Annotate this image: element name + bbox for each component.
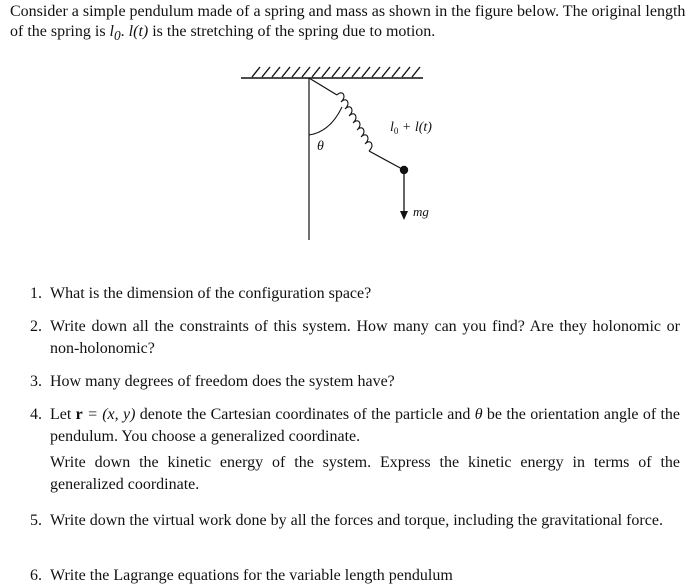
question-text: Write the Lagrange equations for the variable length pendulum (50, 567, 453, 584)
pendulum-mass (400, 166, 408, 174)
question-5 (30, 510, 680, 532)
question-3 (30, 371, 680, 393)
spring-length-label (390, 120, 432, 136)
question-text: What is the dimension of the configuration space? (50, 285, 372, 302)
spring-coil (337, 93, 372, 151)
question-text: How many degrees of freedom does the system have? (50, 373, 395, 390)
l0-base: l (109, 23, 114, 40)
q4-coordinates: = (x, y) (82, 406, 136, 423)
q4-mid: denote the Cartesian coordinates of the particle and (135, 406, 475, 423)
spring-length-label-sub: 0 (393, 126, 399, 136)
question-subtext: Write down the kinetic energy of the system. Express the kinetic energy in terms of the generalized coordinate. (50, 454, 680, 493)
question-number: 6. (30, 567, 42, 584)
question-number: 2. (30, 318, 42, 335)
q4-pre: Let (50, 406, 76, 423)
gravity-arrow-head (400, 211, 408, 220)
angle-arc (309, 107, 342, 135)
spring-lead-top (309, 78, 337, 95)
spring-lead-bottom (369, 151, 404, 170)
question-number: 1. (30, 285, 42, 302)
question-4 (30, 404, 680, 496)
question-number: 5. (30, 512, 42, 529)
l0-subscript: 0 (114, 28, 121, 44)
question-text: Write down all the constraints of this system. How many can you find? Are they holonomic or non-holonomic? (50, 318, 680, 357)
spring-length-label-a: l (390, 120, 394, 135)
lt-symbol: l(t) (128, 23, 149, 40)
vector-r: r (75, 406, 83, 423)
question-text: Write down the virtual work done by all the forces and torque, including the gravitational force. (50, 512, 663, 529)
ceiling-hatch (241, 67, 423, 78)
q4-post: be the orientation angle of the pendulum. You choose a generalized coordinate. (50, 406, 681, 445)
angle-label: θ (317, 139, 324, 154)
question-text (50, 404, 680, 448)
spring-length-label-b: + l(t) (398, 120, 432, 135)
question-6 (30, 565, 680, 587)
question-number: 4. (30, 406, 42, 423)
question-1 (30, 283, 680, 305)
question-2 (30, 316, 680, 360)
intro-text-3: is the stretching of the spring due to motion. (148, 23, 436, 40)
theta-symbol: θ (474, 406, 483, 423)
question-number: 3. (30, 373, 42, 390)
intro-text-2: . (120, 23, 129, 40)
intro-text-1: Consider a simple pendulum made of a spring and mass as shown in the figure below. The original length of the spring is (10, 3, 686, 40)
force-label: mg (413, 204, 429, 219)
pendulum-figure (0, 0, 700, 260)
